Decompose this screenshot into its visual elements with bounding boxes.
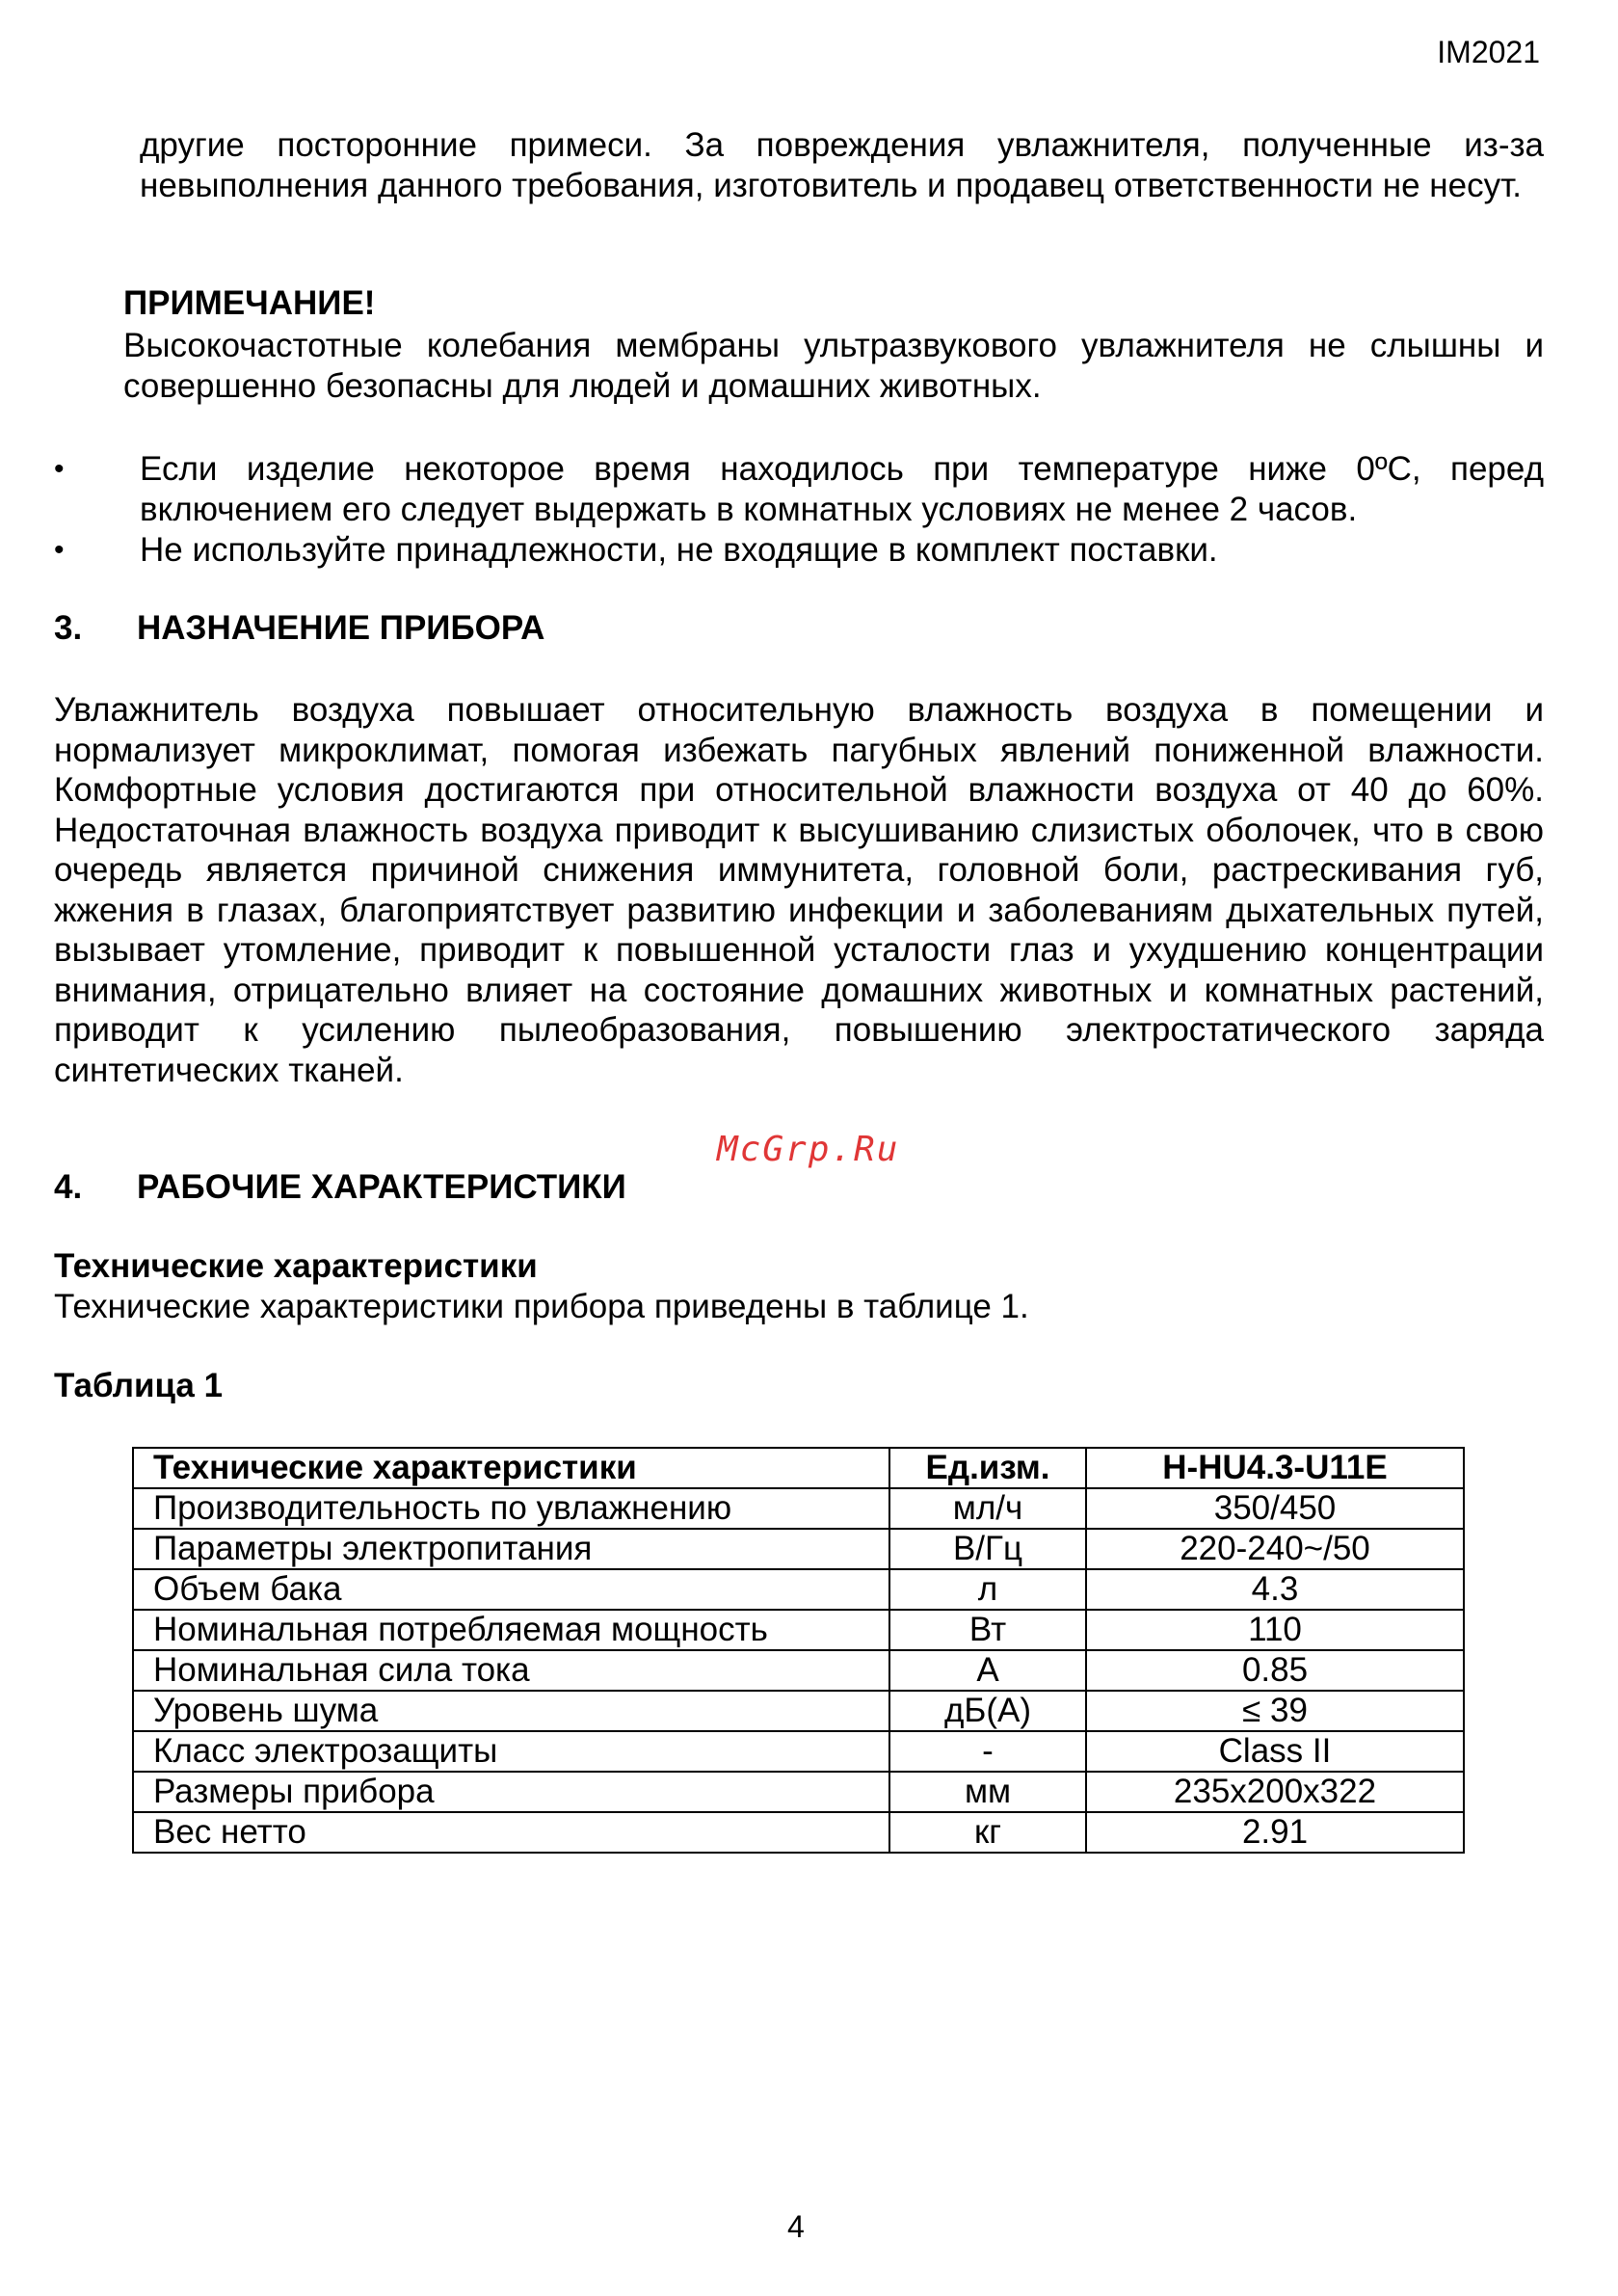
section-number: 3. (54, 609, 83, 647)
value-cell: ≤ 39 (1086, 1691, 1464, 1731)
watermark-text: McGrp.Ru (717, 1130, 900, 1169)
table-caption: Таблица 1 (54, 1367, 224, 1404)
document-code: IM2021 (1437, 35, 1540, 69)
value-cell: 350/450 (1086, 1488, 1464, 1529)
table-row (133, 1731, 1464, 1772)
value-cell: 235x200x322 (1086, 1772, 1464, 1812)
section-title: НАЗНАЧЕНИЕ ПРИБОРА (137, 609, 545, 647)
header-cell: Технические характеристики (133, 1448, 889, 1488)
parameter-cell: Вес нетто (133, 1812, 889, 1853)
table-row (133, 1772, 1464, 1812)
spec-table (132, 1447, 1465, 1854)
bullet-text: Если изделие некоторое время находилось при температуре ниже 0ºС, перед включением его следует выдержать в комнатных условиях не менее 2 часов. (140, 450, 1544, 528)
value-cell: 4.3 (1086, 1569, 1464, 1610)
value-cell: Class II (1086, 1731, 1464, 1772)
parameter-cell: Уровень шума (133, 1691, 889, 1731)
section-number: 4. (54, 1168, 83, 1206)
unit-cell: мл/ч (889, 1488, 1086, 1529)
table-header-row (133, 1448, 1464, 1488)
table-row (133, 1529, 1464, 1569)
parameter-cell: Производительность по увлажнению (133, 1488, 889, 1529)
value-cell: 2.91 (1086, 1812, 1464, 1853)
bullet-marker: • (54, 453, 65, 485)
unit-cell: - (889, 1731, 1086, 1772)
unit-cell: кг (889, 1812, 1086, 1853)
table-row (133, 1610, 1464, 1650)
unit-cell: л (889, 1569, 1086, 1610)
note-text: Высокочастотные колебания мембраны ультразвукового увлажнителя не слышны и совершенно безопасны для людей и домашних животных. (123, 327, 1544, 405)
header-cell: Ед.изм. (889, 1448, 1086, 1488)
note-title: ПРИМЕЧАНИЕ! (123, 284, 376, 322)
parameter-cell: Параметры электропитания (133, 1529, 889, 1569)
parameter-cell: Размеры прибора (133, 1772, 889, 1812)
table-row (133, 1812, 1464, 1853)
tech-specs-intro: Технические характеристики прибора приведены в таблице 1. (54, 1288, 1029, 1325)
bullet-text: Не используйте принадлежности, не входящие в комплект поставки. (140, 531, 1218, 569)
unit-cell: В/Гц (889, 1529, 1086, 1569)
parameter-cell: Объем бака (133, 1569, 889, 1610)
table-row (133, 1569, 1464, 1610)
parameter-cell: Номинальная потребляемая мощность (133, 1610, 889, 1650)
unit-cell: мм (889, 1772, 1086, 1812)
value-cell: 220-240~/50 (1086, 1529, 1464, 1569)
value-cell: 0.85 (1086, 1650, 1464, 1691)
bullet-marker: • (54, 534, 65, 566)
value-cell: 110 (1086, 1610, 1464, 1650)
unit-cell: дБ(А) (889, 1691, 1086, 1731)
table-row (133, 1650, 1464, 1691)
parameter-cell: Номинальная сила тока (133, 1650, 889, 1691)
tech-specs-subheading: Технические характеристики (54, 1247, 538, 1285)
unit-cell: Вт (889, 1610, 1086, 1650)
header-cell: H-HU4.3-U11E (1086, 1448, 1464, 1488)
table-row (133, 1488, 1464, 1529)
intro-paragraph: другие посторонние примеси. За повреждения увлажнителя, полученные из-за невыполнения данного требования, изготовитель и продавец ответственности не несут. (140, 126, 1544, 204)
section-3-text: Увлажнитель воздуха повышает относительную влажность воздуха в помещении и нормализует микроклимат, помогая избежать пагубных явлений пониженной влажности. Комфортные условия достигаются при относительной влажности воздуха от 40 до 60%. Недостаточная влажность воздуха приводит к высушиванию слизистых оболочек, что в свою очередь является причиной снижения иммунитета, головной боли, растрескивания губ, жжения в глазах, благоприятствует развитию инфекции и заболеваниям дыхательных путей, вызывает утомление, приводит к повышенной усталости глаз и ухудшению концентрации внимания, отрицательно влияет на состояние домашних животных и комнатных растений, приводит к усилению пылеобразования, повышению электростатического заряда синтетических тканей. (54, 691, 1544, 1089)
unit-cell: А (889, 1650, 1086, 1691)
parameter-cell: Класс электрозащиты (133, 1731, 889, 1772)
page-number: 4 (787, 2209, 805, 2244)
table-row (133, 1691, 1464, 1731)
section-title: РАБОЧИЕ ХАРАКТЕРИСТИКИ (137, 1168, 626, 1206)
